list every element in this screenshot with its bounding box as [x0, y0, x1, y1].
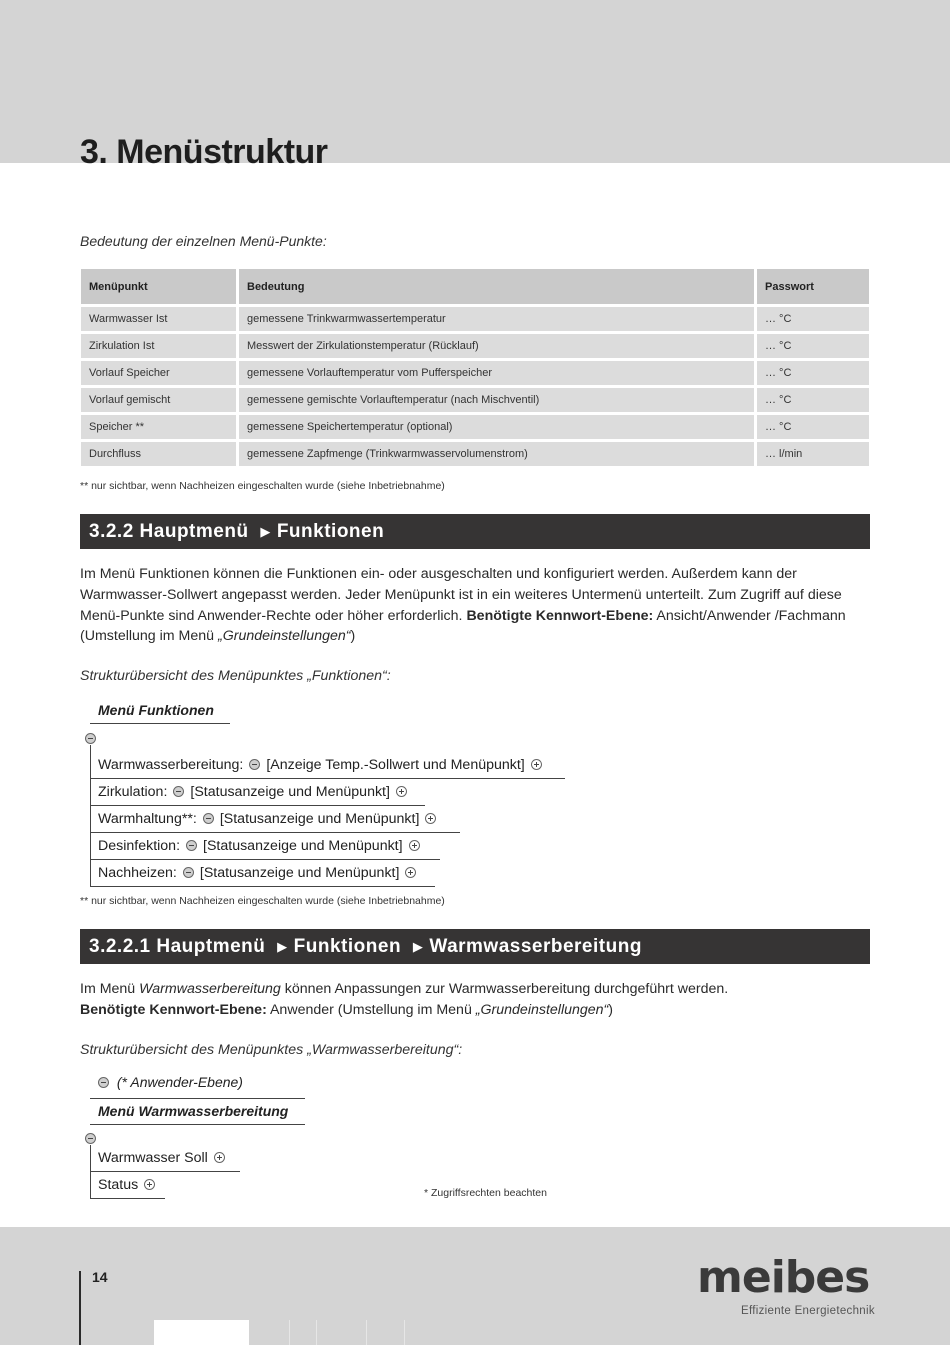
menu-item-zirkulation[interactable] — [90, 779, 425, 806]
item-label: Warmhaltung**: — [98, 811, 197, 827]
legend-divider — [90, 1098, 305, 1099]
password-level-label: Benötigte Kennwort-Ebene: — [466, 607, 654, 624]
minus-icon[interactable] — [173, 786, 184, 797]
table-row — [81, 307, 869, 331]
tab-divider — [366, 1320, 367, 1345]
menu-item-warmwasserbereitung[interactable] — [90, 752, 565, 779]
table-row — [81, 442, 869, 466]
menu-meaning-table — [78, 266, 872, 469]
cell-menuepunkt: Vorlauf Speicher — [81, 361, 236, 385]
item-label: Warmwasserbereitung: — [98, 757, 244, 773]
tab-divider — [289, 1320, 290, 1345]
minus-icon[interactable] — [203, 813, 214, 824]
breadcrumb-hauptmenue: Hauptmenü — [139, 521, 249, 542]
cell-passwort: … °C — [757, 307, 869, 331]
column-header-bedeutung: Bedeutung — [239, 269, 754, 304]
cell-menuepunkt: Zirkulation Ist — [81, 334, 236, 358]
section-number: 3.2.2.1 — [89, 936, 151, 957]
plus-icon[interactable] — [425, 813, 436, 824]
tab-divider — [316, 1320, 317, 1345]
item-label: Nachheizen: — [98, 865, 177, 881]
functions-tree-title: Menü Funktionen — [90, 702, 230, 724]
plus-icon[interactable] — [214, 1152, 225, 1163]
cell-passwort: … l/min — [757, 442, 869, 466]
item-label: Status — [98, 1177, 139, 1193]
legend-text: (* Anwender-Ebene) — [116, 1074, 243, 1090]
menu-item-warmwasser-soll[interactable] — [90, 1145, 240, 1172]
menu-item-desinfektion[interactable] — [90, 833, 440, 860]
dhw-description — [80, 979, 875, 1021]
register-tab — [154, 1320, 249, 1345]
access-rights-note: * Zugriffsrechten beachten — [424, 1187, 547, 1199]
dhw-structure-caption: Strukturübersicht des Menüpunktes „Warmwasserbereitung“: — [80, 1042, 463, 1058]
breadcrumb-hauptmenue: Hauptmenü — [156, 936, 266, 957]
item-description: [Statusanzeige und Menüpunkt] — [199, 865, 400, 881]
plus-icon[interactable] — [531, 759, 542, 770]
breadcrumb-warmwasserbereitung: Warmwasserbereitung — [429, 936, 642, 957]
collapse-minus-icon[interactable] — [85, 1133, 96, 1144]
dhw-menu-ref: Warmwasserbereitung — [139, 981, 281, 997]
functions-description — [80, 564, 875, 647]
dhw-text-3: Anwender (Umstellung im Menü — [266, 1001, 476, 1018]
page-number: 14 — [92, 1269, 108, 1285]
grundeinstellungen-ref: „Grundeinstellungen“ — [475, 1001, 609, 1018]
cell-passwort: … °C — [757, 415, 869, 439]
triangle-right-icon: ▶ — [412, 939, 424, 954]
dhw-text-1: Im Menü — [80, 981, 140, 997]
dhw-text-2: können Anpassungen zur Warmwasserbereitung durchgeführt werden. — [280, 981, 729, 997]
item-label: Desinfektion: — [98, 838, 181, 854]
grundeinstellungen-ref: „Grundeinstellungen“ — [217, 628, 351, 645]
dhw-tree-title: Menü Warmwasserbereitung — [90, 1103, 305, 1125]
cell-bedeutung: gemessene gemischte Vorlauftemperatur (nach Mischventil) — [239, 388, 754, 412]
section-heading-functions — [80, 514, 870, 549]
chapter-title: 3. Menüstruktur — [80, 133, 328, 171]
triangle-right-icon: ▶ — [277, 939, 288, 954]
minus-icon[interactable] — [249, 759, 260, 770]
item-description: [Statusanzeige und Menüpunkt] — [203, 838, 403, 854]
page-marker-line — [79, 1271, 81, 1345]
brand-tagline: Effiziente Energietechnik — [741, 1305, 875, 1317]
plus-icon[interactable] — [144, 1179, 155, 1190]
table-row — [81, 361, 869, 385]
minus-icon[interactable] — [183, 867, 194, 878]
minus-icon[interactable] — [186, 840, 197, 851]
item-description: [Anzeige Temp.-Sollwert und Menüpunkt] — [266, 757, 525, 773]
minus-icon — [98, 1077, 109, 1088]
cell-passwort: … °C — [757, 388, 869, 412]
cell-bedeutung: gemessene Trinkwarmwassertemperatur — [239, 307, 754, 331]
functions-text-3: ) — [350, 628, 356, 645]
section-heading-warmwasserbereitung — [80, 929, 870, 964]
cell-bedeutung: gemessene Vorlauftemperatur vom Pufferspeicher — [239, 361, 754, 385]
dhw-text-4: ) — [608, 1001, 614, 1018]
functions-structure-caption: Strukturübersicht des Menüpunktes „Funktionen“: — [80, 668, 391, 684]
cell-menuepunkt: Speicher ** — [81, 415, 236, 439]
breadcrumb-funktionen: Funktionen — [276, 521, 385, 542]
functions-footnote: ** nur sichtbar, wenn Nachheizen eingeschalten wurde (siehe Inbetriebnahme) — [80, 895, 445, 907]
triangle-right-icon: ▶ — [260, 524, 271, 539]
menu-item-nachheizen[interactable] — [90, 860, 435, 887]
collapse-minus-icon[interactable] — [85, 733, 96, 744]
table-row — [81, 415, 869, 439]
table-intro: Bedeutung der einzelnen Menü-Punkte: — [80, 233, 327, 249]
item-label: Zirkulation: — [98, 784, 168, 800]
table-footnote: ** nur sichtbar, wenn Nachheizen eingeschalten wurde (siehe Inbetriebnahme) — [80, 480, 445, 492]
plus-icon[interactable] — [396, 786, 407, 797]
tab-divider — [404, 1320, 405, 1345]
password-level-label: Benötigte Kennwort-Ebene: — [80, 1001, 267, 1018]
table-header-row — [81, 269, 869, 304]
item-label: Warmwasser Soll — [98, 1150, 208, 1166]
breadcrumb-funktionen: Funktionen — [293, 936, 402, 957]
item-description: [Statusanzeige und Menüpunkt] — [219, 811, 420, 827]
table-row — [81, 388, 869, 412]
cell-menuepunkt: Vorlauf gemischt — [81, 388, 236, 412]
cell-passwort: … °C — [757, 361, 869, 385]
cell-bedeutung: gemessene Speichertemperatur (optional) — [239, 415, 754, 439]
functions-text-1: Im Menü Funktionen können die Funktionen ein- oder ausgeschalten und konfiguriert werden. Außerdem kann der Warmwasser-Sollwert angepasst werden. Jeder Menüpunkt ist in ein weiteres Untermenü unterteilt. Zum Zugriff auf diese Menü-Punkte sind Anwender-Rechte oder höher erforderlich. — [80, 566, 842, 624]
cell-menuepunkt: Durchfluss — [81, 442, 236, 466]
plus-icon[interactable] — [409, 840, 420, 851]
meibes-logo: meibes — [697, 1252, 870, 1303]
cell-bedeutung: Messwert der Zirkulationstemperatur (Rücklauf) — [239, 334, 754, 358]
column-header-passwort: Passwort — [757, 269, 869, 304]
section-number: 3.2.2 — [89, 521, 134, 542]
plus-icon[interactable] — [405, 867, 416, 878]
menu-item-status[interactable] — [90, 1172, 165, 1199]
cell-passwort: … °C — [757, 334, 869, 358]
access-level-legend — [90, 1074, 290, 1095]
cell-bedeutung: gemessene Zapfmenge (Trinkwarmwasservolumenstrom) — [239, 442, 754, 466]
table-row — [81, 334, 869, 358]
item-description: [Statusanzeige und Menüpunkt] — [190, 784, 390, 800]
functions-text-2: Ansicht/Anwender /Fachmann (Umstellung im Menü — [80, 607, 846, 645]
column-header-menuepunkt: Menüpunkt — [81, 269, 236, 304]
cell-menuepunkt: Warmwasser Ist — [81, 307, 236, 331]
menu-item-warmhaltung[interactable] — [90, 806, 460, 833]
